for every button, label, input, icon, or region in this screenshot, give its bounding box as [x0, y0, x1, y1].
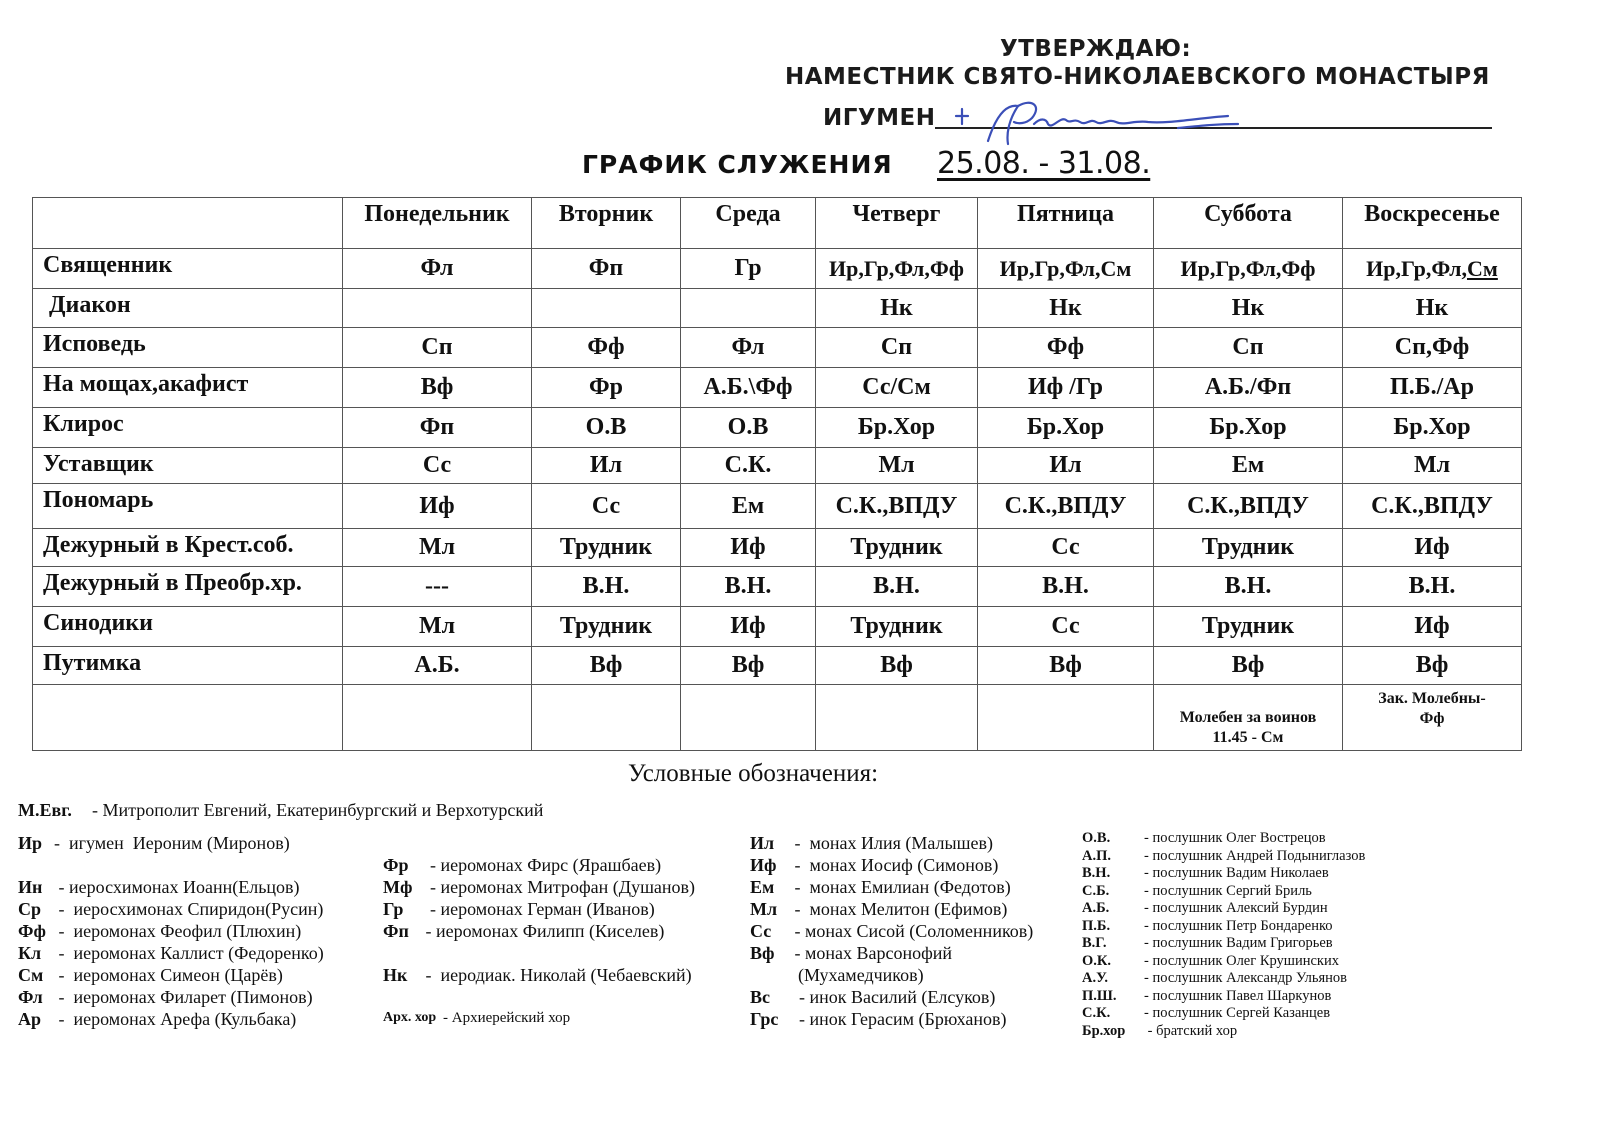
legend-item: [1082, 865, 1329, 883]
legend-item: [18, 799, 543, 821]
legend-abbr: Сс: [750, 921, 772, 941]
note-line: Молебен за воинов: [1179, 709, 1317, 726]
table-row: [33, 408, 1522, 448]
legend-item: [1082, 830, 1326, 848]
schedule-cell: Ир,Гр,Фл,См: [978, 249, 1154, 289]
legend-text: - иеродиак. Николай (Чебаевский): [421, 965, 692, 985]
legend-text: - иеромонах Феофил (Плюхин): [54, 921, 302, 941]
note-line: Зак. Молебны-: [1378, 690, 1486, 707]
schedule-cell: С.К.,ВПДУ: [978, 484, 1154, 529]
role-label: Исповедь: [33, 328, 343, 368]
legend-item: [383, 876, 695, 898]
table-row: [33, 328, 1522, 368]
legend-abbr: Иф: [750, 855, 777, 875]
notes-cell: [343, 685, 532, 751]
schedule-cell: Нк: [1154, 289, 1343, 328]
schedule-cell: Сс/См: [816, 368, 978, 408]
legend-item: [750, 920, 1033, 942]
approval-position: НАМЕСТНИК СВЯТО-НИКОЛАЕВСКОГО МОНАСТЫРЯ: [785, 64, 1490, 90]
schedule-cell: А.Б.\Фф: [681, 368, 816, 408]
schedule-cell-text: Ир,Гр,Фл,: [1366, 255, 1467, 281]
schedule-cell: Фр: [532, 368, 681, 408]
legend-text: - инок Герасим (Брюханов): [790, 1009, 1007, 1029]
legend-item: [18, 1008, 296, 1030]
legend-title: Условные обозначения:: [628, 760, 879, 787]
legend-text: - Архиерейский хор: [443, 1010, 571, 1026]
schedule-cell: Мл: [343, 529, 532, 567]
schedule-cell: Иф: [1343, 529, 1522, 567]
schedule-cell: А.Б.: [343, 647, 532, 685]
legend-abbr: Мф: [383, 877, 413, 897]
schedule-cell: Трудник: [532, 529, 681, 567]
underlined-abbr: См: [1466, 255, 1498, 281]
schedule-cell: Вф: [532, 647, 681, 685]
schedule-cell: Сп: [816, 328, 978, 368]
legend-item: [383, 1010, 570, 1026]
header-row: [33, 198, 1522, 249]
day-header: Понедельник: [343, 198, 532, 249]
legend-item: [18, 876, 300, 898]
schedule-cell: Сс: [978, 607, 1154, 647]
legend-text: - послушник Сергей Казанцев: [1144, 1005, 1331, 1021]
legend-text: - монах Сисой (Соломенников): [790, 921, 1034, 941]
schedule-cell: Трудник: [1154, 529, 1343, 567]
notes-row: [33, 685, 1522, 751]
legend-item: [18, 832, 290, 854]
legend-item: [18, 898, 323, 920]
day-header: Воскресенье: [1343, 198, 1522, 249]
legend-abbr: Арх. хор: [383, 1010, 437, 1025]
legend-item: [750, 986, 995, 1008]
legend-abbr: О.К.: [1082, 952, 1112, 969]
table-row: [33, 448, 1522, 484]
legend-abbr: Грс: [750, 1009, 779, 1029]
legend-item: [383, 920, 664, 942]
legend-abbr: Ил: [750, 833, 775, 853]
table-row: [33, 484, 1522, 529]
legend-item: [1082, 953, 1339, 971]
schedule-cell: [681, 289, 816, 328]
schedule-cell: В.Н.: [1343, 567, 1522, 607]
schedule-cell: Сп,Фф: [1343, 328, 1522, 368]
legend-item: [750, 832, 993, 854]
legend-text: - иеромонах Филипп (Киселев): [421, 921, 665, 941]
legend-text: - иеромонах Герман (Иванов): [421, 899, 655, 919]
legend-text: - иеромонах Арефа (Кульбака): [54, 1009, 297, 1029]
schedule-cell: Трудник: [816, 607, 978, 647]
legend-item: [383, 854, 661, 876]
legend-text: (Мухамедчиков): [798, 965, 924, 985]
schedule-cell: О.В: [532, 408, 681, 448]
schedule-cell: Вф: [978, 647, 1154, 685]
table-row: [33, 368, 1522, 408]
legend-abbr: Вс: [750, 987, 770, 1007]
schedule-cell: Бр.Хор: [1343, 408, 1522, 448]
legend-text: - иеромонах Каллист (Федоренко): [54, 943, 324, 963]
sunday-note: [1343, 685, 1522, 751]
schedule-cell: ---: [343, 567, 532, 607]
legend-abbr: С.К.: [1082, 1005, 1111, 1021]
legend-item: [750, 898, 1007, 920]
date-range: 25.08. - 31.08.: [937, 146, 1151, 181]
table-row: [33, 249, 1522, 289]
legend-item: [1082, 988, 1331, 1006]
legend-text: - монах Емилиан (Федотов): [790, 877, 1011, 897]
legend-abbr: Фп: [383, 921, 409, 941]
legend-item: [1082, 970, 1347, 988]
legend-item: [1082, 935, 1333, 953]
schedule-cell: С.К.,ВПДУ: [1343, 484, 1522, 529]
schedule-cell: Вф: [681, 647, 816, 685]
schedule-cell: Нк: [978, 289, 1154, 328]
legend-item: [18, 964, 283, 986]
legend-text: - иеросхимонах Спиридон(Русин): [54, 899, 324, 919]
schedule-cell: Ил: [532, 448, 681, 484]
legend-abbr: Нк: [383, 965, 408, 985]
legend-text: - послушник Петр Бондаренко: [1144, 917, 1333, 934]
legend-abbr: А.П.: [1082, 847, 1111, 864]
schedule-cell: С.К.,ВПДУ: [816, 484, 978, 529]
day-header: Четверг: [816, 198, 978, 249]
legend-abbr: Фр: [383, 855, 409, 875]
schedule-cell: Иф: [681, 529, 816, 567]
schedule-cell: Вф: [816, 647, 978, 685]
legend-item: [750, 1008, 1006, 1030]
notes-cell: [681, 685, 816, 751]
legend-text: - послушник Сергий Бриль: [1144, 882, 1312, 899]
schedule-cell: Ил: [978, 448, 1154, 484]
legend-text: - послушник Вадим Николаев: [1144, 865, 1329, 881]
schedule-cell: Сс: [532, 484, 681, 529]
note-line: Фф: [1419, 710, 1445, 727]
table-row: [33, 289, 1522, 328]
day-header: Суббота: [1154, 198, 1343, 249]
legend-abbr: Фф: [18, 921, 46, 941]
table-row: [33, 567, 1522, 607]
role-label: Диакон: [33, 289, 343, 328]
legend-text: - послушник Олег Крушинских: [1144, 952, 1339, 969]
legend-item: [1082, 900, 1328, 918]
schedule-cell: Трудник: [532, 607, 681, 647]
schedule-cell: П.Б./Ар: [1343, 368, 1522, 408]
schedule-cell: Нк: [1343, 289, 1522, 328]
schedule-cell: Трудник: [816, 529, 978, 567]
legend-abbr: А.Б.: [1082, 900, 1110, 916]
legend-abbr: В.Г.: [1082, 935, 1107, 951]
legend-item: [1082, 848, 1365, 866]
schedule-cell: [532, 289, 681, 328]
schedule-cell: Ем: [1154, 448, 1343, 484]
notes-cell: [532, 685, 681, 751]
notes-cell: [816, 685, 978, 751]
legend-text: - послушник Павел Шаркунов: [1144, 987, 1332, 1004]
legend-abbr: Фл: [18, 987, 43, 1007]
schedule-cell: В.Н.: [816, 567, 978, 607]
role-label: Уставщик: [33, 448, 343, 484]
role-label: Синодики: [33, 607, 343, 647]
legend-text: - иеромонах Фирс (Ярашбаев): [421, 855, 662, 875]
corner-cell: [33, 198, 343, 249]
legend-text: - игумен Иероним (Миронов): [54, 833, 290, 853]
schedule-cell: Вф: [343, 368, 532, 408]
role-label: Клирос: [33, 408, 343, 448]
legend-text: - послушник Вадим Григорьев: [1144, 935, 1333, 951]
schedule-cell: Сп: [343, 328, 532, 368]
day-header: Пятница: [978, 198, 1154, 249]
schedule-cell: Фф: [532, 328, 681, 368]
schedule-cell: Мл: [816, 448, 978, 484]
schedule-cell: Сс: [343, 448, 532, 484]
schedule-cell: Гр: [681, 249, 816, 289]
schedule-cell: В.Н.: [681, 567, 816, 607]
schedule-cell: [1343, 249, 1522, 289]
schedule-cell: Иф /Гр: [978, 368, 1154, 408]
legend-item: [750, 942, 952, 964]
note-line: 11.45 - См: [1212, 729, 1284, 746]
schedule-cell: Ир,Гр,Фл,Фф: [1154, 249, 1343, 289]
schedule-cell: Бр.Хор: [816, 408, 978, 448]
table-row: [33, 529, 1522, 567]
legend-text: - инок Василий (Елсуков): [790, 987, 996, 1007]
legend-item: [750, 854, 998, 876]
approval-heading: УТВЕРЖДАЮ:: [1000, 36, 1192, 62]
legend-abbr: Бр.хор: [1082, 1022, 1126, 1039]
legend-text: - монах Илия (Малышев): [790, 833, 993, 853]
role-label: Дежурный в Преобр.хр.: [33, 567, 343, 607]
legend-abbr: Ин: [18, 877, 43, 897]
schedule-cell: О.В: [681, 408, 816, 448]
legend-abbr: Мл: [750, 899, 778, 919]
legend-abbr: Кл: [18, 943, 42, 963]
role-label: Путимка: [33, 647, 343, 685]
legend-abbr: О.В.: [1082, 830, 1111, 846]
legend-item: [1082, 1023, 1237, 1041]
legend-item: [18, 920, 301, 942]
schedule-cell: Фп: [532, 249, 681, 289]
schedule-cell: Вф: [1154, 647, 1343, 685]
legend-abbr: Ср: [18, 899, 42, 919]
table-row: [33, 607, 1522, 647]
schedule-cell: В.Н.: [978, 567, 1154, 607]
role-label: Дежурный в Крест.соб.: [33, 529, 343, 567]
schedule-cell: Иф: [681, 607, 816, 647]
legend-abbr: Вф: [750, 943, 775, 963]
approval-rank: ИГУМЕН: [823, 105, 936, 131]
legend-item: [383, 898, 655, 920]
legend-item: [1082, 883, 1312, 901]
schedule-cell: С.К.,ВПДУ: [1154, 484, 1343, 529]
legend-abbr: П.Б.: [1082, 917, 1111, 934]
schedule-cell: Иф: [343, 484, 532, 529]
legend-text: - иеромонах Филарет (Пимонов): [54, 987, 313, 1007]
document-title: ГРАФИК СЛУЖЕНИЯ: [582, 150, 893, 179]
schedule-cell: Трудник: [1154, 607, 1343, 647]
legend-text: - послушник Александр Ульянов: [1144, 970, 1347, 986]
legend-text: - послушник Андрей Подыниглазов: [1144, 847, 1366, 864]
legend-text: - монах Варсонофий: [790, 943, 953, 963]
legend-abbr: Ар: [18, 1009, 42, 1029]
schedule-cell: Фф: [978, 328, 1154, 368]
notes-cell: [978, 685, 1154, 751]
legend-abbr: П.Ш.: [1082, 987, 1117, 1004]
role-label: На мощах,акафист: [33, 368, 343, 408]
schedule-cell: С.К.: [681, 448, 816, 484]
schedule-cell: Сп: [1154, 328, 1343, 368]
legend-abbr: А.У.: [1082, 970, 1108, 986]
schedule-cell: Сс: [978, 529, 1154, 567]
legend-text: - послушник Алексий Бурдин: [1144, 900, 1328, 916]
schedule-cell: [343, 289, 532, 328]
schedule-cell: Вф: [1343, 647, 1522, 685]
legend-item: [750, 964, 924, 986]
notes-cell: [33, 685, 343, 751]
legend-item: [1082, 1005, 1330, 1023]
table-row: [33, 647, 1522, 685]
schedule-cell: Ем: [681, 484, 816, 529]
schedule-cell: Нк: [816, 289, 978, 328]
legend-abbr: Ем: [750, 877, 775, 897]
legend-item: [383, 964, 692, 986]
schedule-cell: Бр.Хор: [978, 408, 1154, 448]
legend-text: - иеромонах Митрофан (Душанов): [421, 877, 696, 897]
schedule-cell: Фл: [681, 328, 816, 368]
schedule-cell: А.Б./Фп: [1154, 368, 1343, 408]
day-header: Вторник: [532, 198, 681, 249]
legend-item: [1082, 918, 1333, 936]
legend-abbr: См: [18, 965, 44, 985]
legend-item: [18, 942, 324, 964]
legend-text: - Митрополит Евгений, Екатеринбургский и Верхотурский: [92, 800, 544, 820]
legend-abbr: Ир: [18, 833, 43, 853]
legend-text: - монах Иосиф (Симонов): [790, 855, 999, 875]
schedule-table: [32, 197, 1522, 751]
legend-abbr: В.Н.: [1082, 865, 1111, 881]
saturday-note: [1154, 685, 1343, 751]
legend-abbr: М.Евг.: [18, 800, 72, 820]
legend-text: - иеросхимонах Иоанн(Ельцов): [54, 877, 300, 897]
legend-item: [750, 876, 1011, 898]
day-header: Среда: [681, 198, 816, 249]
schedule-cell: Иф: [1343, 607, 1522, 647]
legend-item: [18, 986, 313, 1008]
schedule-cell: В.Н.: [1154, 567, 1343, 607]
schedule-cell: Фп: [343, 408, 532, 448]
role-label: Пономарь: [33, 484, 343, 529]
legend-abbr: С.Б.: [1082, 882, 1110, 899]
schedule-cell: Фл: [343, 249, 532, 289]
schedule-cell: Мл: [1343, 448, 1522, 484]
schedule-cell: Ир,Гр,Фл,Фф: [816, 249, 978, 289]
legend-abbr: Гр: [383, 899, 404, 919]
schedule-cell: Бр.Хор: [1154, 408, 1343, 448]
legend-text: - иеромонах Симеон (Царёв): [54, 965, 283, 985]
legend-text: - монах Мелитон (Ефимов): [790, 899, 1008, 919]
role-label: Священник: [33, 249, 343, 289]
legend-text: - послушник Олег Вострецов: [1144, 830, 1326, 846]
legend-text: - братский хор: [1144, 1022, 1238, 1039]
schedule-cell: В.Н.: [532, 567, 681, 607]
schedule-cell: Мл: [343, 607, 532, 647]
